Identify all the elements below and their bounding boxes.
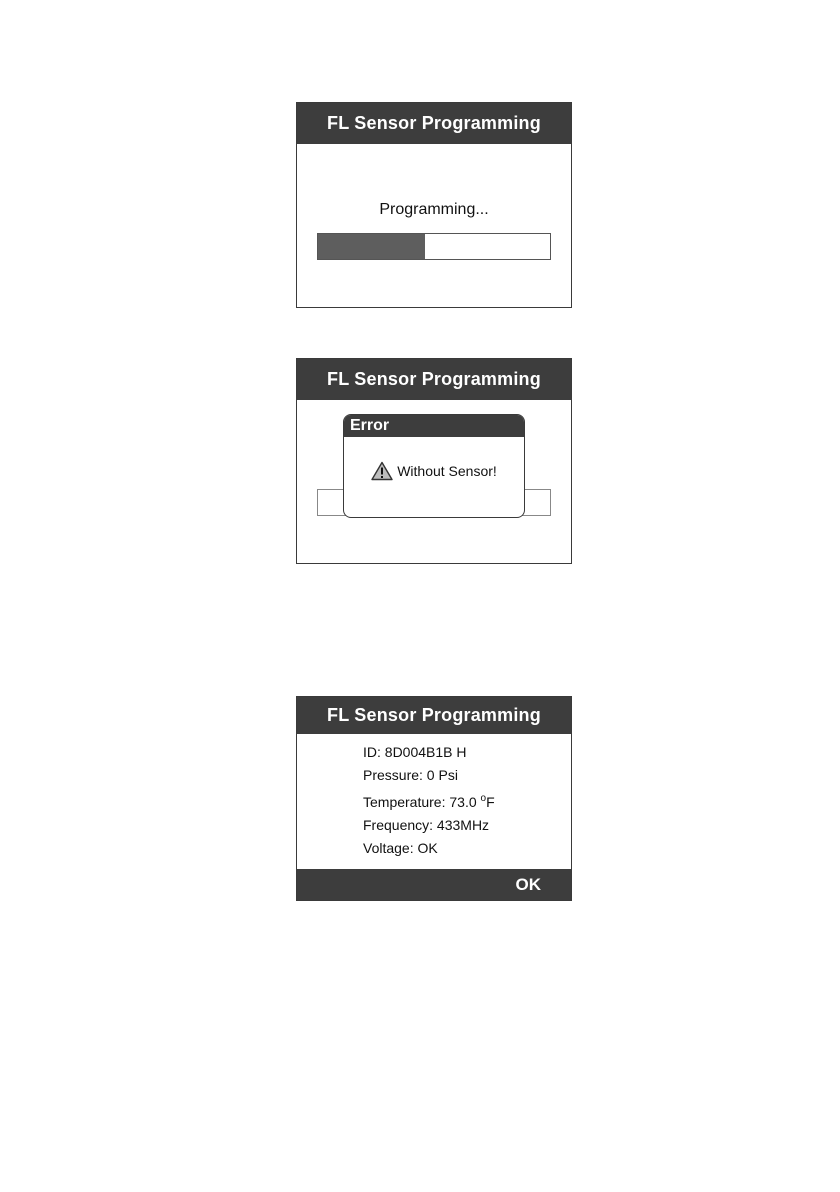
warning-icon	[371, 461, 393, 481]
degree-symbol: o	[480, 793, 487, 804]
dialog-message-text: Without Sensor!	[397, 463, 497, 479]
sensor-frequency: Frequency: 433MHz	[363, 817, 490, 833]
screen-title: FL Sensor Programming	[297, 359, 571, 400]
dialog-title: Error	[344, 415, 524, 437]
error-dialog	[343, 414, 525, 518]
programming-status-text: Programming...	[379, 201, 489, 218]
temperature-unit: F	[486, 794, 495, 810]
sensor-pressure: Pressure: 0 Psi	[363, 767, 458, 783]
progress-bar-fill	[318, 234, 425, 259]
programming-screen	[296, 102, 572, 308]
progress-bar	[317, 233, 551, 260]
footer-bar	[297, 869, 571, 900]
screen-title: FL Sensor Programming	[297, 103, 571, 144]
sensor-info-list	[363, 741, 495, 860]
sensor-voltage: Voltage: OK	[363, 840, 438, 856]
screen-title: FL Sensor Programming	[297, 697, 571, 734]
sensor-id: ID: 8D004B1B H	[363, 744, 467, 760]
sensor-temperature	[363, 787, 495, 814]
ok-button[interactable]: OK	[515, 874, 541, 894]
sensor-info-screen	[296, 696, 572, 901]
temperature-value: Temperature: 73.0	[363, 794, 481, 810]
error-screen	[296, 358, 572, 564]
dialog-message	[344, 461, 524, 481]
